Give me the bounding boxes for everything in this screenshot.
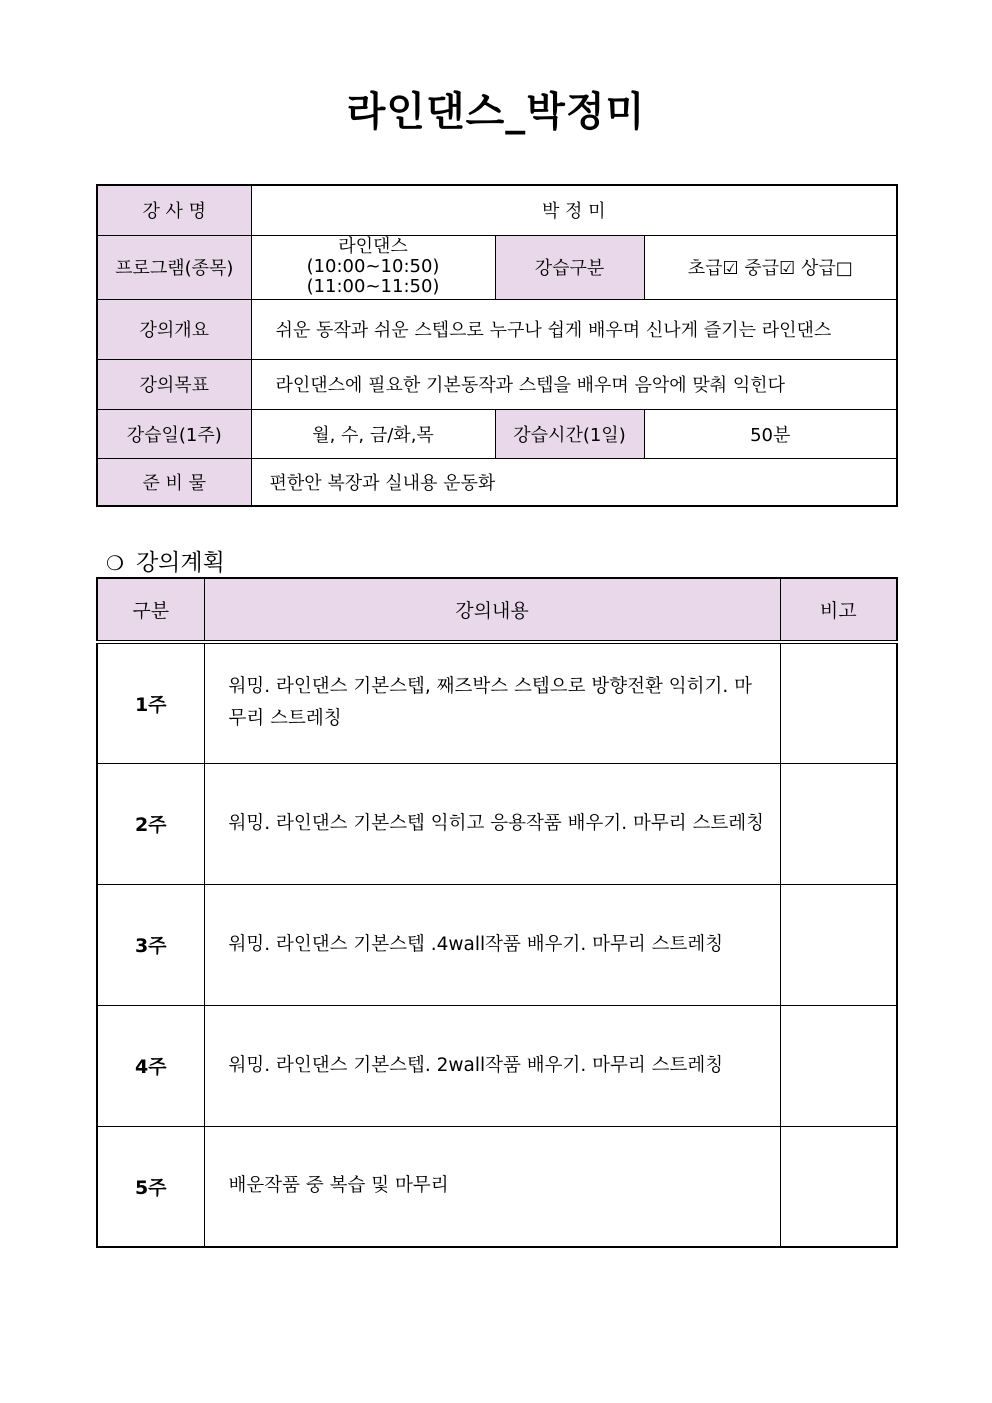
plan-row-week-2	[97, 763, 897, 884]
program-label: 프로그램(종목)	[97, 235, 251, 299]
week-label: 1주	[97, 642, 204, 763]
days-value: 월, 수, 금/화,목	[251, 409, 495, 458]
level-value: 초급☑ 중급☑ 상급□	[644, 235, 897, 299]
week-label: 2주	[97, 763, 204, 884]
plan-row-week-1	[97, 642, 897, 763]
supplies-row	[97, 458, 897, 506]
instructor-row	[97, 185, 897, 235]
division-header: 구분	[97, 578, 204, 642]
week-content: 워밍. 라인댄스 기본스텝. 2wall작품 배우기. 마무리 스트레칭	[204, 1005, 780, 1126]
plan-row-week-4	[97, 1005, 897, 1126]
plan-row-week-5	[97, 1126, 897, 1247]
supplies-value: 편한안 복장과 실내용 운동화	[251, 458, 897, 506]
content-header: 강의내용	[204, 578, 780, 642]
goal-value: 라인댄스에 필요한 기본동작과 스텝을 배우며 음악에 맞춰 익힌다	[251, 359, 897, 409]
week-content: 워밍. 라인댄스 기본스텝 익히고 응용작품 배우기. 마무리 스트레칭	[204, 763, 780, 884]
supplies-label: 준 비 물	[97, 458, 251, 506]
course-info-table	[96, 184, 898, 507]
program-time-1: (10:00~10:50)	[306, 256, 440, 277]
week-remarks	[780, 1126, 897, 1247]
section-heading-text: 강의계획	[135, 550, 225, 576]
program-name: 라인댄스	[338, 236, 408, 257]
week-remarks	[780, 642, 897, 763]
overview-row	[97, 299, 897, 359]
week-content: 워밍. 라인댄스 기본스텝, 째즈박스 스텝으로 방향전환 익히기. 마무리 스트레칭	[204, 642, 780, 763]
remarks-header: 비고	[780, 578, 897, 642]
week-remarks	[780, 1005, 897, 1126]
program-value	[251, 235, 495, 299]
plan-row-week-3	[97, 884, 897, 1005]
lesson-plan-table	[96, 577, 898, 1248]
week-content: 워밍. 라인댄스 기본스텝 .4wall작품 배우기. 마무리 스트레칭	[204, 884, 780, 1005]
time-label: 강습시간(1일)	[495, 409, 644, 458]
time-value: 50분	[644, 409, 897, 458]
instructor-label: 강 사 명	[97, 185, 251, 235]
week-label: 5주	[97, 1126, 204, 1247]
page-title: 라인댄스_박정미	[346, 89, 646, 135]
week-label: 3주	[97, 884, 204, 1005]
overview-label: 강의개요	[97, 299, 251, 359]
section-heading	[106, 544, 225, 577]
goal-label: 강의목표	[97, 359, 251, 409]
week-label: 4주	[97, 1005, 204, 1126]
instructor-value: 박 정 미	[251, 185, 897, 235]
overview-value: 쉬운 동작과 쉬운 스텝으로 누구나 쉽게 배우며 신나게 즐기는 라인댄스	[251, 299, 897, 359]
goal-row	[97, 359, 897, 409]
plan-header-row	[97, 578, 897, 642]
week-content: 배운작품 중 복습 및 마무리	[204, 1126, 780, 1247]
circle-bullet-icon: ❍	[106, 551, 124, 575]
schedule-row	[97, 409, 897, 458]
program-time-2: (11:00~11:50)	[306, 276, 440, 297]
level-label: 강습구분	[495, 235, 644, 299]
week-remarks	[780, 884, 897, 1005]
program-row	[97, 235, 897, 299]
week-remarks	[780, 763, 897, 884]
days-label: 강습일(1주)	[97, 409, 251, 458]
